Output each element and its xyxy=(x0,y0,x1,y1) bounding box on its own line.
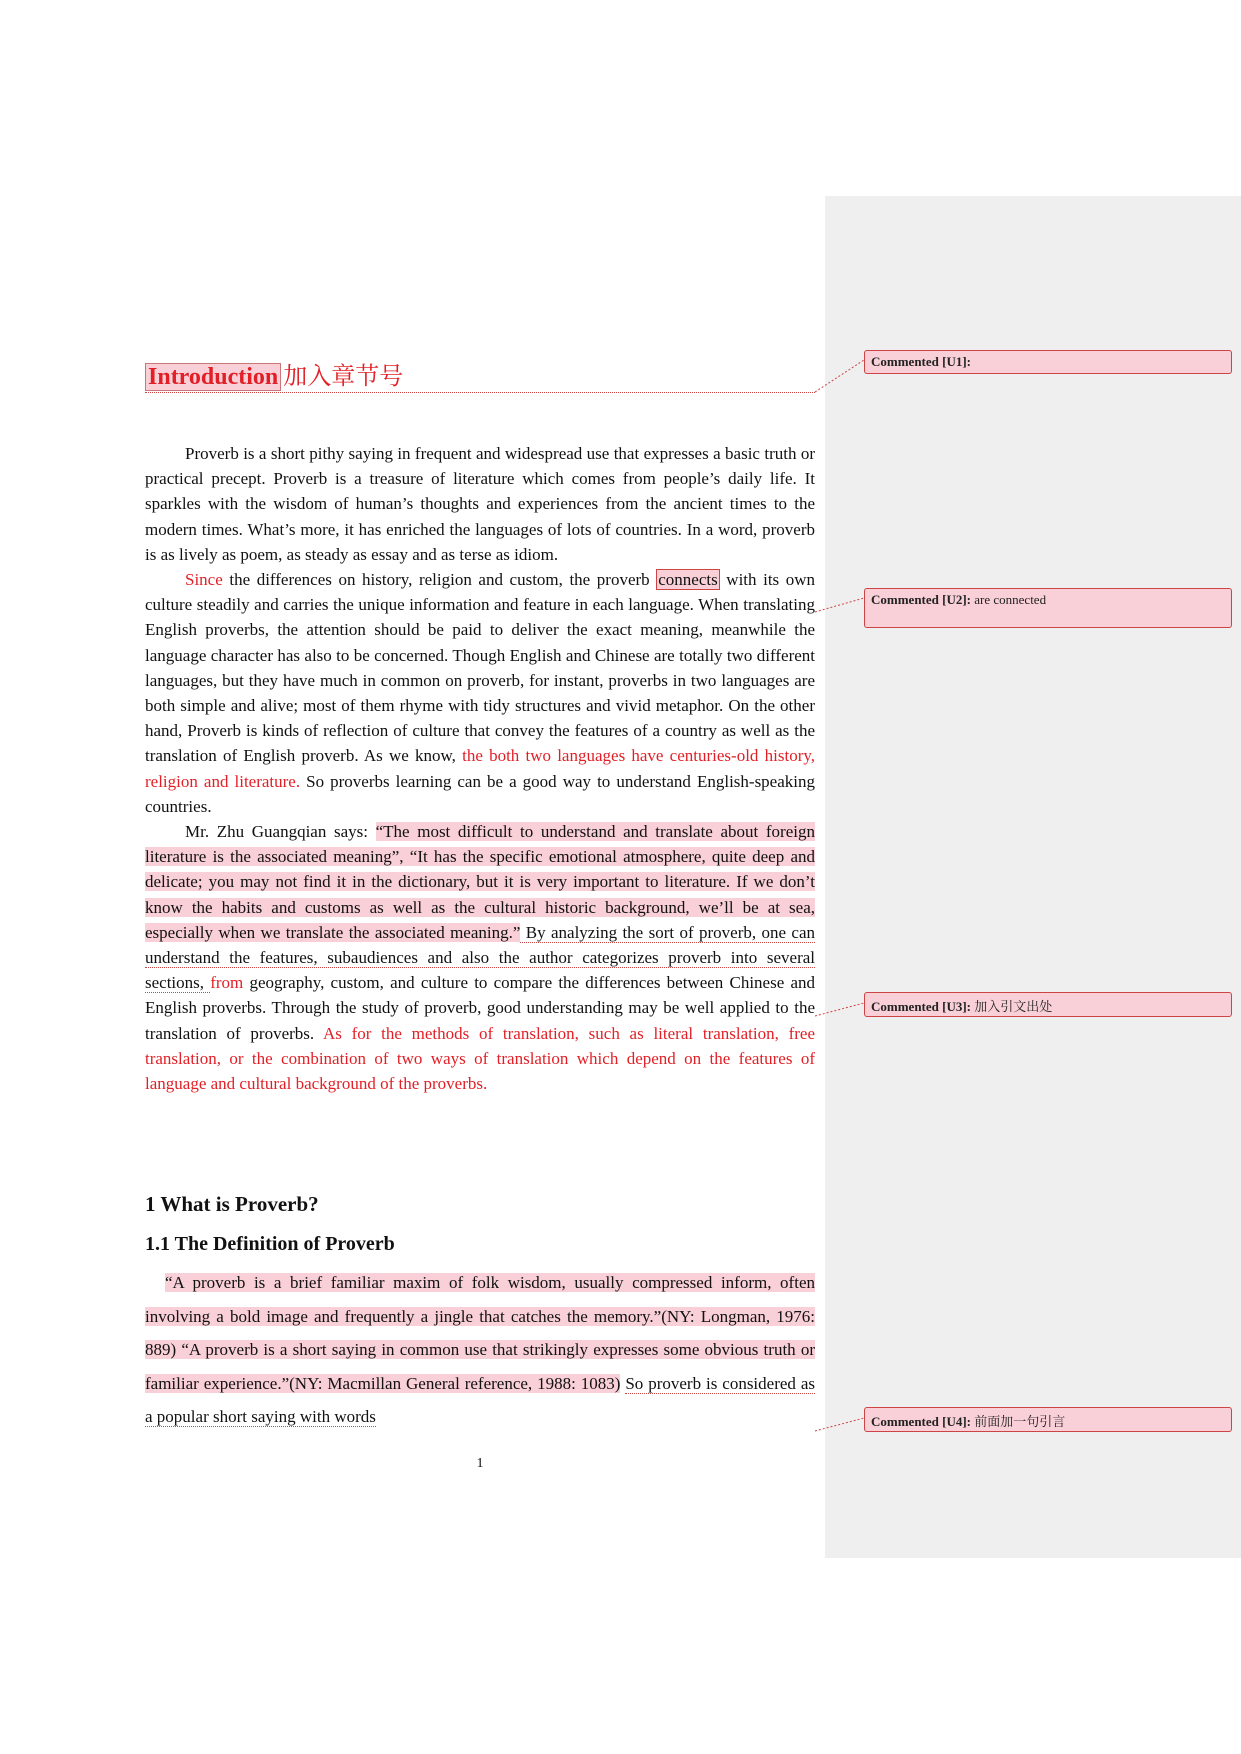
definition-paragraph xyxy=(145,1266,815,1434)
paragraph-1: Proverb is a short pithy saying in frequent and widespread use that expresses a basic truth or practical precept. Proverb is a treasure of literature which comes from people’s daily life. It sparkles with the wisdom of human’s thoughts and experiences from the ancient times to the modern times. What’s more, it has enriched the languages of lots of countries. In a word, proverb is as lively as poem, as steady as essay and as terse as idiom. xyxy=(145,444,815,564)
definition-body xyxy=(145,1266,815,1434)
comment-u3-label: Commented [U3]: xyxy=(871,999,972,1014)
comment-u2-label: Commented [U2]: xyxy=(871,592,972,607)
paragraph-2-text-b: with its own culture steadily and carries the unique information and feature in each language. When translating English proverbs, the attention should be paid to deliver the exact meaning, meanwhile the language character has also to be concerned. Though English and Chinese are totally two different languages, but they have much in common on proverb, for instant, proverbs in two languages are both simple and alive; most of them rhyme with tidy structures and vivid metaphor. On the other hand, Proverb is kinds of reflection of culture that convey the features of a country as well as the translation of English proverb. As we know, xyxy=(145,570,816,766)
title-text: Introduction xyxy=(145,363,281,391)
paragraph-3-text-b: geography, custom, and culture to compare the differences between Chinese and English proverbs. Through the study of proverb, good understanding may be well applied to the translation of proverbs. xyxy=(145,973,815,1043)
title-comment-anchor xyxy=(145,392,815,393)
paragraph-2-text-a: the differences on history, religion and custom, the proverb xyxy=(222,570,657,590)
section-heading-1: 1 What is Proverb? xyxy=(145,1192,319,1216)
commented-definition-quote[interactable]: “A proverb is a brief familiar maxim of folk wisdom, usually compressed inform, often involving a bold image and frequently a jingle that catches the memory.”(NY: Longman, 1976: 889) “A proverb is a short saying in common use that strikingly expresses some obvious truth or familiar experience.”(NY: Macmillan General reference, 1988: 1083) xyxy=(145,1273,815,1393)
intro-body xyxy=(145,441,815,1096)
comment-u1[interactable] xyxy=(864,350,1232,374)
commented-word-connects[interactable]: connects xyxy=(658,570,718,590)
comment-u1-label: Commented [U1]: xyxy=(871,354,972,369)
chapter-title[interactable] xyxy=(145,356,403,391)
revision-from: from xyxy=(210,973,244,993)
comment-u3-text: 加入引文出处 xyxy=(974,999,1053,1014)
paragraph-3-text-a: By analyzing the sort of proverb, one can understand the features, subaudiences and also the author categorizes proverb into several sections, xyxy=(145,922,816,993)
comment-margin-pane xyxy=(825,196,1241,1558)
revision-translation-methods: As for the methods of translation, such as literal translation, free translation, or the combination of two ways of translation which depend on the features of language and cultural background of the proverbs. xyxy=(145,1023,816,1094)
revision-since: Since xyxy=(185,570,223,590)
definition-followup: So proverb is considered as a popular short saying with words xyxy=(145,1373,815,1426)
page-number: 1 xyxy=(476,1456,484,1471)
comment-u4-text: 前面加一句引言 xyxy=(974,1414,1066,1429)
comment-u2[interactable] xyxy=(864,588,1232,628)
commented-quote-zhu[interactable]: “The most difficult to understand and translate about foreign literature is the associated meaning”, “It has the specific emotional atmosphere, quite deep and delicate; you may not find it in the dictionary, but it is very important to literature. If we don’t know the habits and customs as well as the cultural historic background, we’ll be at sea, especially when we translate the associated meaning.” xyxy=(145,822,815,942)
comment-u3[interactable] xyxy=(864,992,1232,1017)
comment-u4-label: Commented [U4]: xyxy=(871,1414,972,1429)
comment-u4[interactable] xyxy=(864,1407,1232,1432)
paragraph-3-lead: Mr. Zhu Guangqian says: xyxy=(185,822,376,842)
paragraph-2 xyxy=(145,567,815,819)
section-heading-1-1: 1.1 The Definition of Proverb xyxy=(145,1233,395,1255)
title-chinese-note: 加入章节号 xyxy=(283,364,404,390)
comment-u2-text: are connected xyxy=(974,592,1047,607)
paragraph-3 xyxy=(145,819,815,1096)
revision-history-sentence: the both two languages have centuries-old history, religion and literature. xyxy=(145,746,815,791)
paragraph-2-text-c: So proverbs learning can be a good way to understand English-speaking countries. xyxy=(145,771,815,816)
